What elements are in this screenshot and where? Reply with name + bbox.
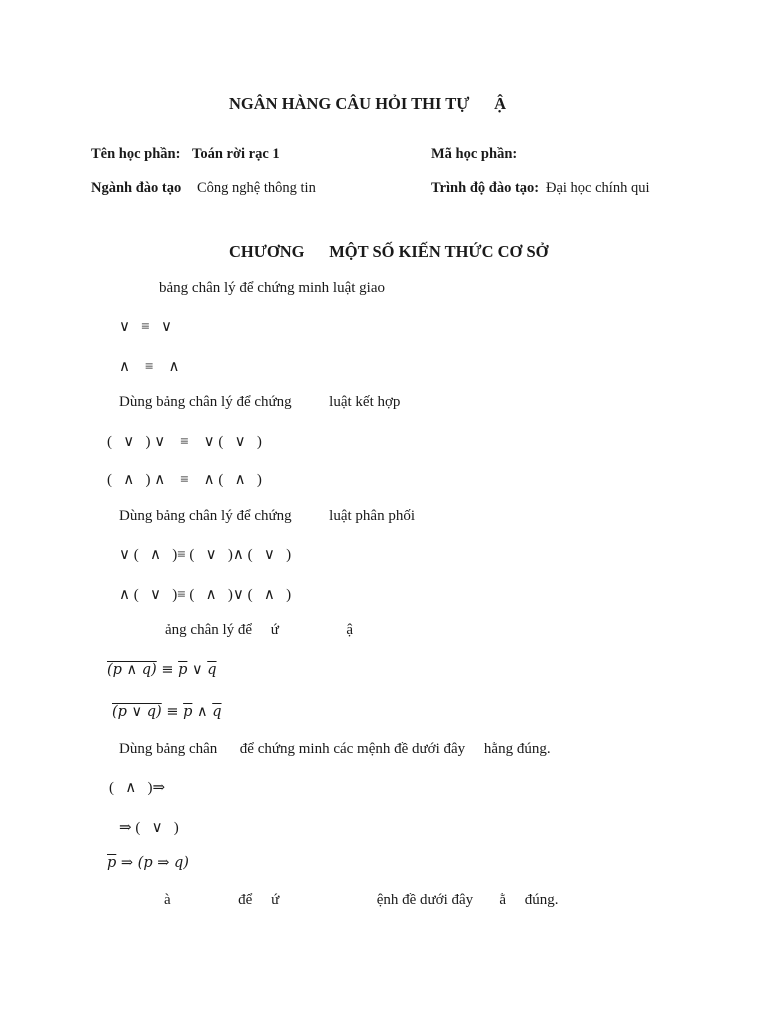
chapter-heading: CHƯƠNG MỘT SỐ KIẾN THỨC CƠ SỞ (229, 242, 549, 261)
document-title: NGÂN HÀNG CÂU HỎI THI TỰ Ậ (229, 94, 507, 113)
formula-line: ∨ ( ∧ )≡ ( ∨ )∧ ( ∨ ) (119, 547, 292, 563)
question-line: Dùng bảng chân lý để chứng luật phân phối (119, 508, 415, 524)
course-name-value: Toán rời rạc 1 (192, 146, 280, 162)
question-line: Dùng bảng chân lý để chứng luật kết hợp (119, 394, 401, 410)
formula-demorgan-2: (p ∨ $q) \equiv \overline{p}$ ∧ $\overline{q}$ (112, 704, 222, 720)
major-value: Công nghệ thông tin (197, 180, 316, 196)
question-line: à để ứ ệnh đề dưới đây ằ đúng. (164, 892, 559, 908)
formula-line: ∧ ≡ ∧ (119, 359, 180, 375)
course-code-label: Mã học phần: (431, 146, 518, 162)
formula-line: ( ∧ )⇒ (109, 780, 166, 796)
question-line: bảng chân lý để chứng minh luật giao (159, 280, 385, 296)
major-label: Ngành đào tạo (91, 180, 182, 196)
formula-line: ( ∧ ) ∧ ≡ ∧ ( ∧ ) (107, 472, 262, 488)
level-value: Đại học chính qui (546, 180, 650, 196)
formula-line: ∧ ( ∨ )≡ ( ∧ )∨ ( ∧ ) (119, 587, 292, 603)
question-line: Dùng bảng chân để chứng minh các mệnh đề dưới đây hằng đúng. (119, 741, 551, 757)
formula-line: ( ∨ ) ∨ ≡ ∨ ( ∨ ) (107, 434, 262, 450)
course-name-label: Tên học phần: (91, 146, 181, 162)
formula-line: ∨ ≡ ∨ (119, 319, 172, 335)
level-label: Trình độ đào tạo: (431, 180, 540, 196)
formula-demorgan-1: (p ∧ $q) \equiv \overline{p}$ ∨ $\overline{q}$ (107, 662, 217, 678)
formula-implication: $\overline{p}$ ⇒ (p ⇒ q) (107, 855, 189, 871)
formula-line: ⇒ ( ∨ ) (119, 820, 179, 836)
question-line: ảng chân lý để ứ ậ (165, 622, 354, 638)
